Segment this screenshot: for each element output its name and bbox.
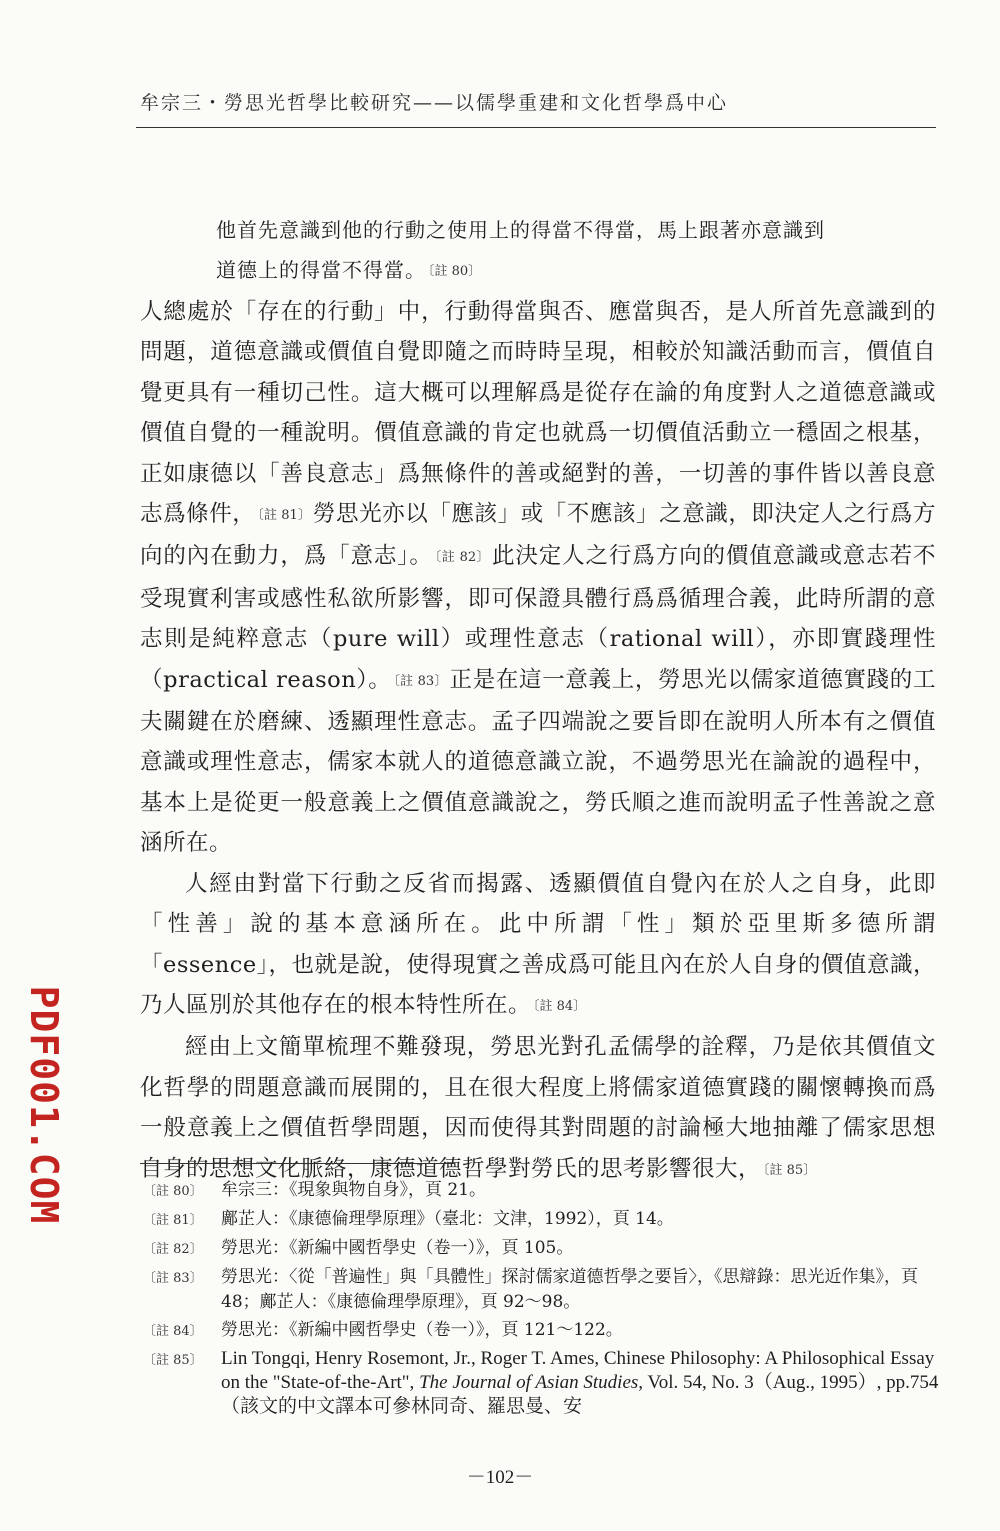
- footnote-81: [143, 1207, 943, 1233]
- paragraph-1-part-4: 正是在這一意義上，勞思光以儒家道德實踐的工夫關鍵在於磨練、透顯理性意志。孟子四端說之要旨即在說明人所本有之價值意識或理性意志，儒家本就人的道德意識立說，不過勞思光在論說的過程中，基本上是從更一般意義上之價值意識說之，勞氏順之進而說明孟子性善說之意涵所在。: [140, 666, 936, 857]
- paragraph-3-text: 經由上文簡單梳理不難發現，勞思光對孔孟儒學的詮釋，乃是依其價值文化哲學的問題意識而展開的，且在很大程度上將儒家道德實踐的關懷轉換而爲一般意義上之價值哲學問題，因而使得其對問題的討論極大地抽離了儒家思想自身的思想文化脈絡，康德道德哲學對勞氏的思考影響很大，: [140, 1034, 936, 1182]
- note-ref-84[interactable]: 〔註 84〕: [533, 998, 587, 1014]
- running-title: 牟宗三・勞思光哲學比較研究——以儒學重建和文化哲學爲中心: [140, 92, 729, 114]
- footnote-label: 〔註 82〕: [143, 1242, 203, 1257]
- footnote-label: 〔註 81〕: [143, 1213, 203, 1228]
- footnote-label: 〔註 80〕: [143, 1184, 203, 1199]
- footnote-83: [143, 1265, 943, 1315]
- paragraph-1-part-2: 勞思光亦以「應該」或「不應該」之意識，即決定人之行爲方向的內在動力，爲「意志」。: [140, 501, 936, 570]
- footnote-text: 鄺芷人：《康德倫理學原理》（臺北：文津，1992），頁 14。: [221, 1209, 674, 1229]
- paragraph-2: [140, 864, 936, 1028]
- footnote-label: 〔註 84〕: [143, 1324, 203, 1339]
- paragraph-2-text: 人經由對當下行動之反省而揭露、透顯價值自覺內在於人之自身，此即「性善」說的基本意涵所在。此中所謂「性」類於亞里斯多德所謂「essence」，也就是說，使得現實之善成爲可能且內在於人自身的價值意識，乃人區別於其他存在的根本特性所在。: [140, 870, 936, 1018]
- header-rule: [136, 127, 936, 128]
- footnote-rule: [140, 1163, 454, 1164]
- paragraph-3: [140, 1027, 936, 1191]
- quote-line-2-text: 道德上的得當不得當。: [216, 258, 426, 282]
- note-ref-80[interactable]: 〔註 80〕: [428, 264, 482, 279]
- paragraph-1-part-1: 人總處於「存在的行動」中，行動得當與否、應當與否，是人所首先意識到的問題，道德意識或價值自覺即隨之而時時呈現，相較於知識活動而言，價值自覺更具有一種切己性。這大概可以理解爲是從存在論的角度對人之道德意識或價值自覺的一種說明。價值意識的肯定也就爲一切價值活動立一穩固之根基，正如康德以「善良意志」爲無條件的善或絕對的善，一切善的事件皆以善良意志爲條件，: [140, 299, 936, 528]
- footnote-85-before: Lin Tongqi, Henry Rosemont, Jr., Roger T. Ames, Chinese Philosophy: A Philosophical Essay on the "State-of-the-Art",: [221, 1348, 935, 1393]
- main-text: [140, 210, 936, 1191]
- footnote-text: 勞思光：《新編中國哲學史（卷一）》，頁 121～122。: [221, 1320, 623, 1340]
- note-ref-85[interactable]: 〔註 85〕: [763, 1162, 817, 1178]
- footnote-84: [143, 1318, 943, 1344]
- paragraph-1-part-3: 此決定人之行爲方向的價值意識或意志若不受現實利害或感性私欲所影響，即可保證具體行爲爲循理合義，此時所謂的意志則是純粹意志（pure will）或理性意志（rational will），亦即實踐理性（practical reason）。: [140, 543, 936, 693]
- block-quote: [140, 210, 936, 292]
- quote-line-2: [216, 250, 936, 292]
- paragraph-1: [140, 292, 936, 864]
- quote-line-1: 他首先意識到他的行動之使用上的得當不得當，馬上跟著亦意識到: [216, 218, 825, 242]
- footnote-82: [143, 1236, 943, 1262]
- footnote-label: 〔註 83〕: [143, 1271, 203, 1286]
- footnote-text: [221, 1347, 943, 1419]
- footnotes: [143, 1178, 943, 1422]
- page-number: －102－: [466, 1467, 534, 1488]
- footnote-85: [143, 1347, 943, 1419]
- footnote-80: [143, 1178, 943, 1204]
- journal-title: The Journal of Asian Studies,: [419, 1372, 644, 1393]
- footnote-text: 勞思光：〈從「普遍性」與「具體性」探討儒家道德哲學之要旨〉，《思辯錄：思光近作集》，頁 48；鄺芷人：《康德倫理學原理》，頁 92～98。: [221, 1267, 918, 1312]
- footnote-85-after: Vol. 54, No. 3（Aug., 1995）, pp.754（該文的中文譯本可參林同奇、羅思曼、安: [221, 1372, 939, 1417]
- watermark: PDF001.COM: [22, 985, 66, 1225]
- footnote-label: 〔註 85〕: [143, 1353, 203, 1368]
- footnote-text: 牟宗三：《現象與物自身》，頁 21。: [221, 1180, 487, 1200]
- note-ref-83[interactable]: 〔註 83〕: [393, 673, 448, 689]
- note-ref-81[interactable]: 〔註 81〕: [257, 508, 311, 524]
- footnote-text: 勞思光：《新編中國哲學史（卷一）》，頁 105。: [221, 1238, 574, 1258]
- note-ref-82[interactable]: 〔註 82〕: [434, 550, 490, 566]
